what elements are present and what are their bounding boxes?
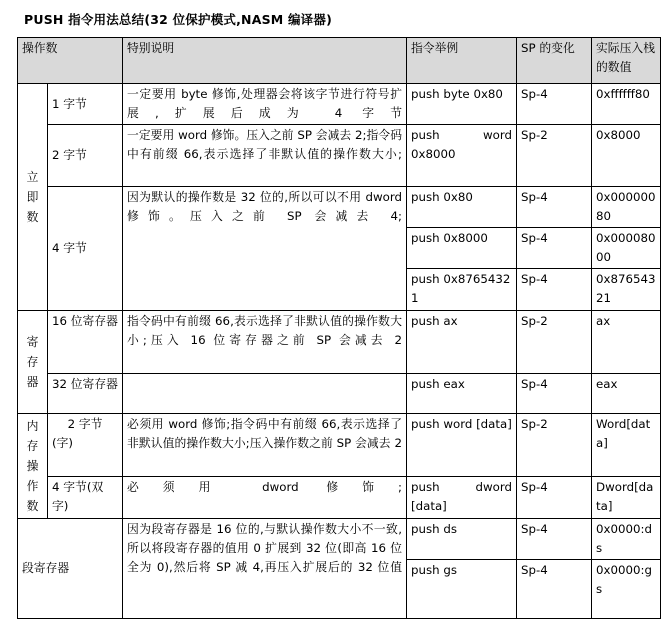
operand-size: 4 字节: [48, 187, 123, 311]
value-cell: 0x87654321: [592, 269, 661, 311]
page-title: PUSH 指令用法总结(32 位保护模式,NASM 编译器): [24, 12, 332, 27]
example-line: 0x8000: [411, 147, 456, 161]
sp-cell: Sp-2: [517, 414, 592, 477]
sp-cell: Sp-4: [517, 228, 592, 269]
example-cell: push 0x87654321: [407, 269, 517, 311]
header-row: [18, 38, 661, 84]
value-cell: Dword[data]: [592, 477, 661, 519]
description-cell: 一定要用 byte 修饰,处理器会将该字节进行符号扩展,扩展后成为 4 字节: [123, 84, 407, 125]
category-register: 寄 存 器: [18, 311, 48, 414]
header-operand: 操作数: [18, 38, 123, 84]
example-cell: push eax: [407, 374, 517, 414]
value-cell: 0x0000:ds: [592, 519, 661, 560]
category-memory: 内 存 操 作 数: [18, 414, 48, 519]
value-cell: eax: [592, 374, 661, 414]
example-cell: push gs: [407, 560, 517, 619]
header-pushed-value: 实际压入栈的数值: [592, 38, 661, 84]
example-cell: push byte 0x80: [407, 84, 517, 125]
table-row: [18, 311, 661, 374]
category-segment-register: 段寄存器: [18, 519, 123, 619]
operand-size: 1 字节: [48, 84, 123, 125]
sp-cell: Sp-2: [517, 125, 592, 187]
description-cell: 必须用 dword 修饰;: [123, 477, 407, 519]
header-description: 特别说明: [123, 38, 407, 84]
value-cell: 0xffffff80: [592, 84, 661, 125]
value-cell: 0x00008000: [592, 228, 661, 269]
operand-size: 32 位寄存器: [48, 374, 123, 414]
header-example: 指令举例: [407, 38, 517, 84]
example-cell: push ds: [407, 519, 517, 560]
table-row: [18, 125, 661, 187]
operand-size: 16 位寄存器: [48, 311, 123, 374]
sp-cell: Sp-4: [517, 560, 592, 619]
description-cell: 必须用 word 修饰;指令码中有前缀 66,表示选择了非默认值的操作数大小;压入操作数之前 SP 会减去 2: [123, 414, 407, 477]
description-cell: 因为默认的操作数是 32 位的,所以可以不用 dword 修饰。压入之前 SP 会减去 4;: [123, 187, 407, 311]
sp-cell: Sp-4: [517, 187, 592, 228]
description-cell: 因为段寄存器是 16 位的,与默认操作数大小不一致,所以将段寄存器的值用 0 扩展到 32 位(即高 16 位全为 0),然后将 SP 减 4,再压入扩展后的 32 位值: [123, 519, 407, 619]
example-cell: push 0x8000: [407, 228, 517, 269]
example-cell: push word [data]: [407, 414, 517, 477]
header-sp-change: SP 的变化: [517, 38, 592, 84]
example-line: push word: [411, 128, 512, 142]
example-cell: push 0x80: [407, 187, 517, 228]
sp-cell: Sp-4: [517, 269, 592, 311]
table-row: [18, 477, 661, 519]
sp-cell: Sp-4: [517, 519, 592, 560]
sp-cell: Sp-4: [517, 84, 592, 125]
operand-size: 4 字节(双字): [48, 477, 123, 519]
table-row: [18, 374, 661, 414]
sp-cell: Sp-4: [517, 477, 592, 519]
operand-size: 2 字节 (字): [48, 414, 123, 477]
value-cell: Word[data]: [592, 414, 661, 477]
value-cell: ax: [592, 311, 661, 374]
description-cell: [123, 374, 407, 414]
operand-size: 2 字节: [48, 125, 123, 187]
value-cell: 0x8000: [592, 125, 661, 187]
example-cell: [407, 477, 517, 519]
push-usage-table: [17, 37, 661, 619]
value-cell: 0x0000:gs: [592, 560, 661, 619]
description-cell: 指令码中有前缀 66,表示选择了非默认值的操作数大小;压入 16 位寄存器之前 SP 会减去 2: [123, 311, 407, 374]
example-cell: [407, 125, 517, 187]
value-cell: 0x00000080: [592, 187, 661, 228]
table-row: [18, 187, 661, 228]
sp-cell: Sp-2: [517, 311, 592, 374]
description-cell: 一定要用 word 修饰。压入之前 SP 会减去 2;指令码中有前缀 66,表示选择了非默认值的操作数大小;: [123, 125, 407, 187]
table-row: [18, 414, 661, 477]
example-line: push dword: [411, 480, 512, 494]
table-row: [18, 519, 661, 560]
example-cell: push ax: [407, 311, 517, 374]
category-immediate: 立 即 数: [18, 84, 48, 311]
sp-cell: Sp-4: [517, 374, 592, 414]
table-row: [18, 84, 661, 125]
example-line: [data]: [411, 499, 447, 513]
